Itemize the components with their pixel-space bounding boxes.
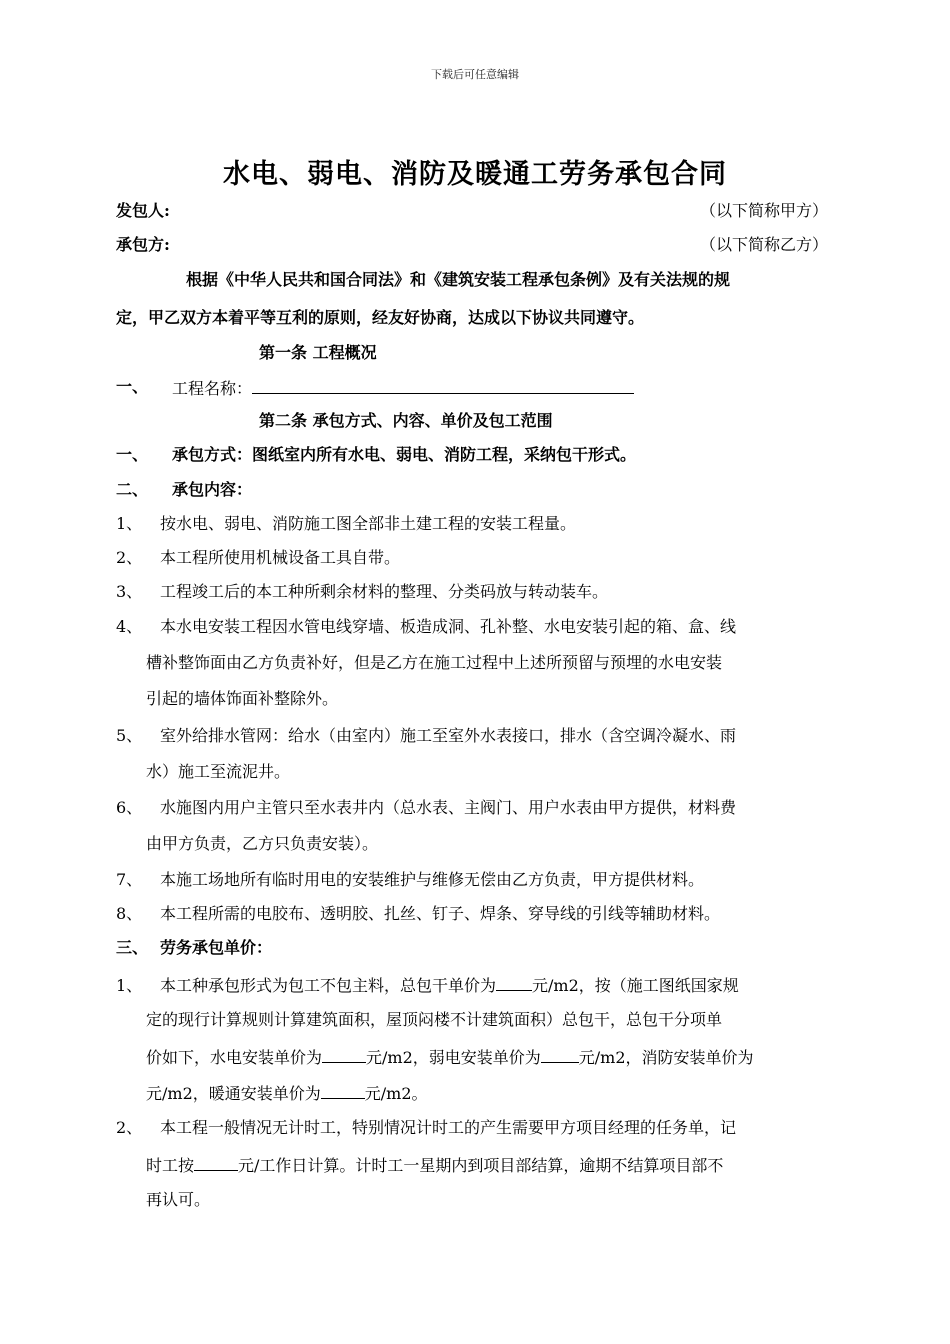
contractor-label: 承包方: [116,235,170,254]
content-item-8 [116,904,720,924]
price-1-l4-b: 元/m2。 [364,1084,428,1103]
content-item-5-line-2: 水）施工至流泥井。 [146,762,291,781]
total-price-blank [496,974,532,991]
item-number: 5、 [116,726,143,745]
item-number: 7、 [116,870,143,889]
content-item-6-line-2: 由甲方负责，乙方只负责安装）。 [146,834,379,853]
contract-title: 水电、弱电、消防及暖通工劳务承包合同 [223,159,727,190]
price-item-1 [116,974,739,996]
employer-label: 发包人: [116,201,170,220]
item-text: 本工程所需的电胶布、透明胶、扎丝、钉子、焊条、穿导线的引线等辅助材料。 [160,904,721,923]
price-1-l3-a: 价如下，水电安装单价为 [146,1048,323,1067]
price-2-l2-a: 时工按 [146,1156,195,1175]
price-label: 劳务承包单价： [160,938,273,957]
item-text: 室外给排水管网：给水（由室内）施工至室外水表接口，排水（含空调冷凝水、雨 [160,726,737,745]
content-item-1 [116,514,576,534]
contractor-note: （以下简称乙方） [699,235,828,254]
content-item-6 [116,798,736,818]
price-1-l4-a: 元/m2，暖通安装单价为 [146,1084,321,1103]
price-1-line-3 [146,1046,754,1068]
method-text: 承包方式：图纸室内所有水电、弱电、消防工程，采纳包干形式。 [172,445,637,464]
item-number: 8、 [116,904,143,923]
item-number: 6、 [116,798,143,817]
project-name-row [172,377,634,399]
price-2-text: 本工程一般情况无计时工，特别情况计时工的产生需要甲方项目经理的任务单，记 [160,1118,737,1137]
price-2-l2-b: 元/工作日计算。计时工一星期内到项目部结算，逾期不结算项目部不 [238,1156,724,1175]
preamble-line-1: 根据《中华人民共和国合同法》和《建筑安装工程承包条例》及有关法规的规 [186,270,731,289]
price-section [116,938,272,958]
price-1-text-b: 元/m2，按（施工图纸国家规 [532,976,739,995]
item-number: 2、 [116,548,143,567]
price-1-line-2: 定的现行计算规则计算建筑面积，屋顶闷楼不计建筑面积）总包干，总包干分项单 [146,1010,723,1029]
item-text: 按水电、弱电、消防施工图全部非土建工程的安装工程量。 [160,514,577,533]
employer-note: （以下简称甲方） [699,201,828,220]
price-2-line-3: 再认可。 [146,1190,211,1209]
daily-wage-blank [194,1154,238,1171]
content-item-7 [116,870,704,890]
content-num: 二、 [116,480,149,499]
item-text: 本施工场地所有临时用电的安装维护与维修无偿由乙方负责，甲方提供材料。 [160,870,705,889]
price-1-l3-c: 元/m2，消防安装单价为 [578,1048,754,1067]
content-item-2 [116,548,400,568]
price-1-text-a: 本工种承包形式为包工不包主料，总包干单价为 [160,976,497,995]
header-note: 下载后可任意编辑 [431,68,519,81]
item-number: 4、 [116,617,143,636]
article-2-heading: 第二条 承包方式、内容、单价及包工范围 [259,411,553,430]
item-text: 本工程所使用机械设备工具自带。 [160,548,401,567]
content-item-5 [116,726,736,746]
article-1-item-num: 一、 [116,377,149,396]
content-item-3 [116,582,608,602]
price-num: 三、 [116,938,149,957]
item-number: 1、 [116,976,143,995]
plumbing-price-blank [322,1046,366,1063]
preamble-line-2: 定，甲乙双方本着平等互利的原则，经友好协商，达成以下协议共同遵守。 [116,308,645,327]
content-item-4-line-3: 引起的墙体饰面补整除外。 [146,689,339,708]
item-text: 本水电安装工程因水管电线穿墙、板造成洞、孔补整、水电安装引起的箱、盒、线 [160,617,737,636]
item-text: 工程竣工后的本工种所剩余材料的整理、分类码放与转动装车。 [160,582,609,601]
price-2-line-2 [146,1154,723,1176]
price-1-l3-b: 元/m2，弱电安装单价为 [366,1048,541,1067]
content-item-4 [116,617,736,637]
low-voltage-price-blank [541,1046,579,1063]
content-item-4-line-2: 槽补整饰面由乙方负责补好，但是乙方在施工过程中上述所预留与预埋的水电安装 [146,653,723,672]
item-number: 2、 [116,1118,143,1137]
project-name-blank [252,377,634,394]
price-1-line-4 [146,1082,428,1104]
article-1-heading: 第一条 工程概况 [259,343,377,362]
item-text: 水施图内用户主管只至水表井内（总水表、主阀门、用户水表由甲方提供，材料费 [160,798,737,817]
hvac-price-blank [321,1082,365,1099]
project-name-label: 工程名称： [172,379,253,398]
item-number: 3、 [116,582,143,601]
content-label: 承包内容： [172,480,253,499]
method-num: 一、 [116,445,149,464]
item-number: 1、 [116,514,143,533]
price-item-2 [116,1118,736,1138]
